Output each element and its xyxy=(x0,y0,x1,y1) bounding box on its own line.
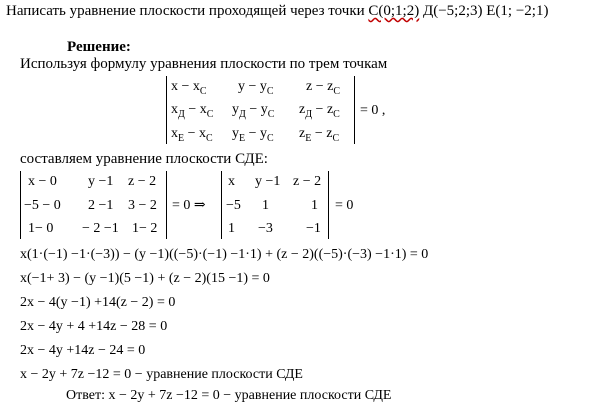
derivation-line-4: 2x − 4y + 4 +14z − 28 = 0 xyxy=(20,319,168,334)
det2-cell: −3 xyxy=(258,221,273,236)
formula-det-left-bar xyxy=(166,76,167,144)
det1-cell: 1− 0 xyxy=(28,221,54,236)
det1-cell: z − 2 xyxy=(128,174,157,189)
point-c: С(0;1;2) xyxy=(368,3,420,19)
det1-cell: − 2 −1 xyxy=(82,221,119,236)
det1-cell: 1− 2 xyxy=(132,221,158,236)
derivation-line-2: x(−1+ 3) − (y −1)(5 −1) + (z − 2)(15 −1) = 0 xyxy=(20,271,270,286)
formula-cell: $y_Е - y_С$ xyxy=(232,126,274,144)
det1-cell: 2 −1 xyxy=(88,198,114,213)
formula-intro: Используя формулу уравнения плоскости по трем точкам xyxy=(20,56,388,72)
formula-cell: $z_Е - z_С$ xyxy=(299,126,340,144)
det1-cell: x − 0 xyxy=(28,174,57,189)
det1-cell: 3 − 2 xyxy=(128,198,157,213)
answer-line: Ответ: x − 2y + 7z −12 = 0 − уравнение плоскости СДЕ xyxy=(66,388,392,403)
det1-right-bar xyxy=(166,171,167,239)
det2-right-bar xyxy=(328,171,329,239)
formula-det-tail: = 0 , xyxy=(360,103,386,118)
solution-heading: Решение: xyxy=(67,39,131,55)
formula-cell: $y - y_С$ xyxy=(238,79,274,97)
det2-tail: = 0 xyxy=(335,198,354,213)
formula-cell: $z - z_С$ xyxy=(306,79,340,97)
problem-prefix: Написать уравнение плоскости проходящей через точки xyxy=(6,3,369,19)
det2-cell: 1 xyxy=(228,221,235,236)
det1-cell: −5 − 0 xyxy=(24,198,61,213)
derivation-line-6: x − 2y + 7z −12 = 0 − уравнение плоскости СДЕ xyxy=(20,367,303,382)
det1-cell: y −1 xyxy=(88,174,114,189)
formula-cell: $x_Е - x_С$ xyxy=(171,126,213,144)
derivation-line-5: 2x − 4y +14z − 24 = 0 xyxy=(20,343,146,358)
det2-cell: 1 xyxy=(311,198,318,213)
formula-cell: $x_Д - x_С$ xyxy=(171,102,214,120)
det2-cell: 1 xyxy=(262,198,269,213)
det1-tail: = 0 ⇒ xyxy=(172,198,206,213)
det1-left-bar xyxy=(20,171,21,239)
derivation-line-1: x(1·(−1) −1·(−3)) − (y −1)((−5)·(−1) −1·1) + (z − 2)((−5)·(−3) −1·1) = 0 xyxy=(20,247,429,262)
problem-rest: Д(−5;2;3) Е(1; −2;1) xyxy=(419,3,549,19)
det2-cell: x xyxy=(228,174,235,189)
problem-statement xyxy=(6,4,548,19)
formula-cell: $y_Д - y_С$ xyxy=(232,102,275,120)
det2-left-bar xyxy=(221,171,222,239)
det2-cell: −1 xyxy=(306,221,321,236)
det2-cell: z − 2 xyxy=(293,174,322,189)
formula-cell: $x - x_С$ xyxy=(171,79,207,97)
det2-cell: −5 xyxy=(226,198,241,213)
formula-det-right-bar xyxy=(354,76,355,144)
derivation-line-3: 2x − 4(y −1) +14(z − 2) = 0 xyxy=(20,295,176,310)
compose-line: составляем уравнение плоскости СДЕ: xyxy=(20,151,268,167)
formula-cell: $z_Д - z_С$ xyxy=(299,102,340,120)
det2-cell: y −1 xyxy=(255,174,281,189)
